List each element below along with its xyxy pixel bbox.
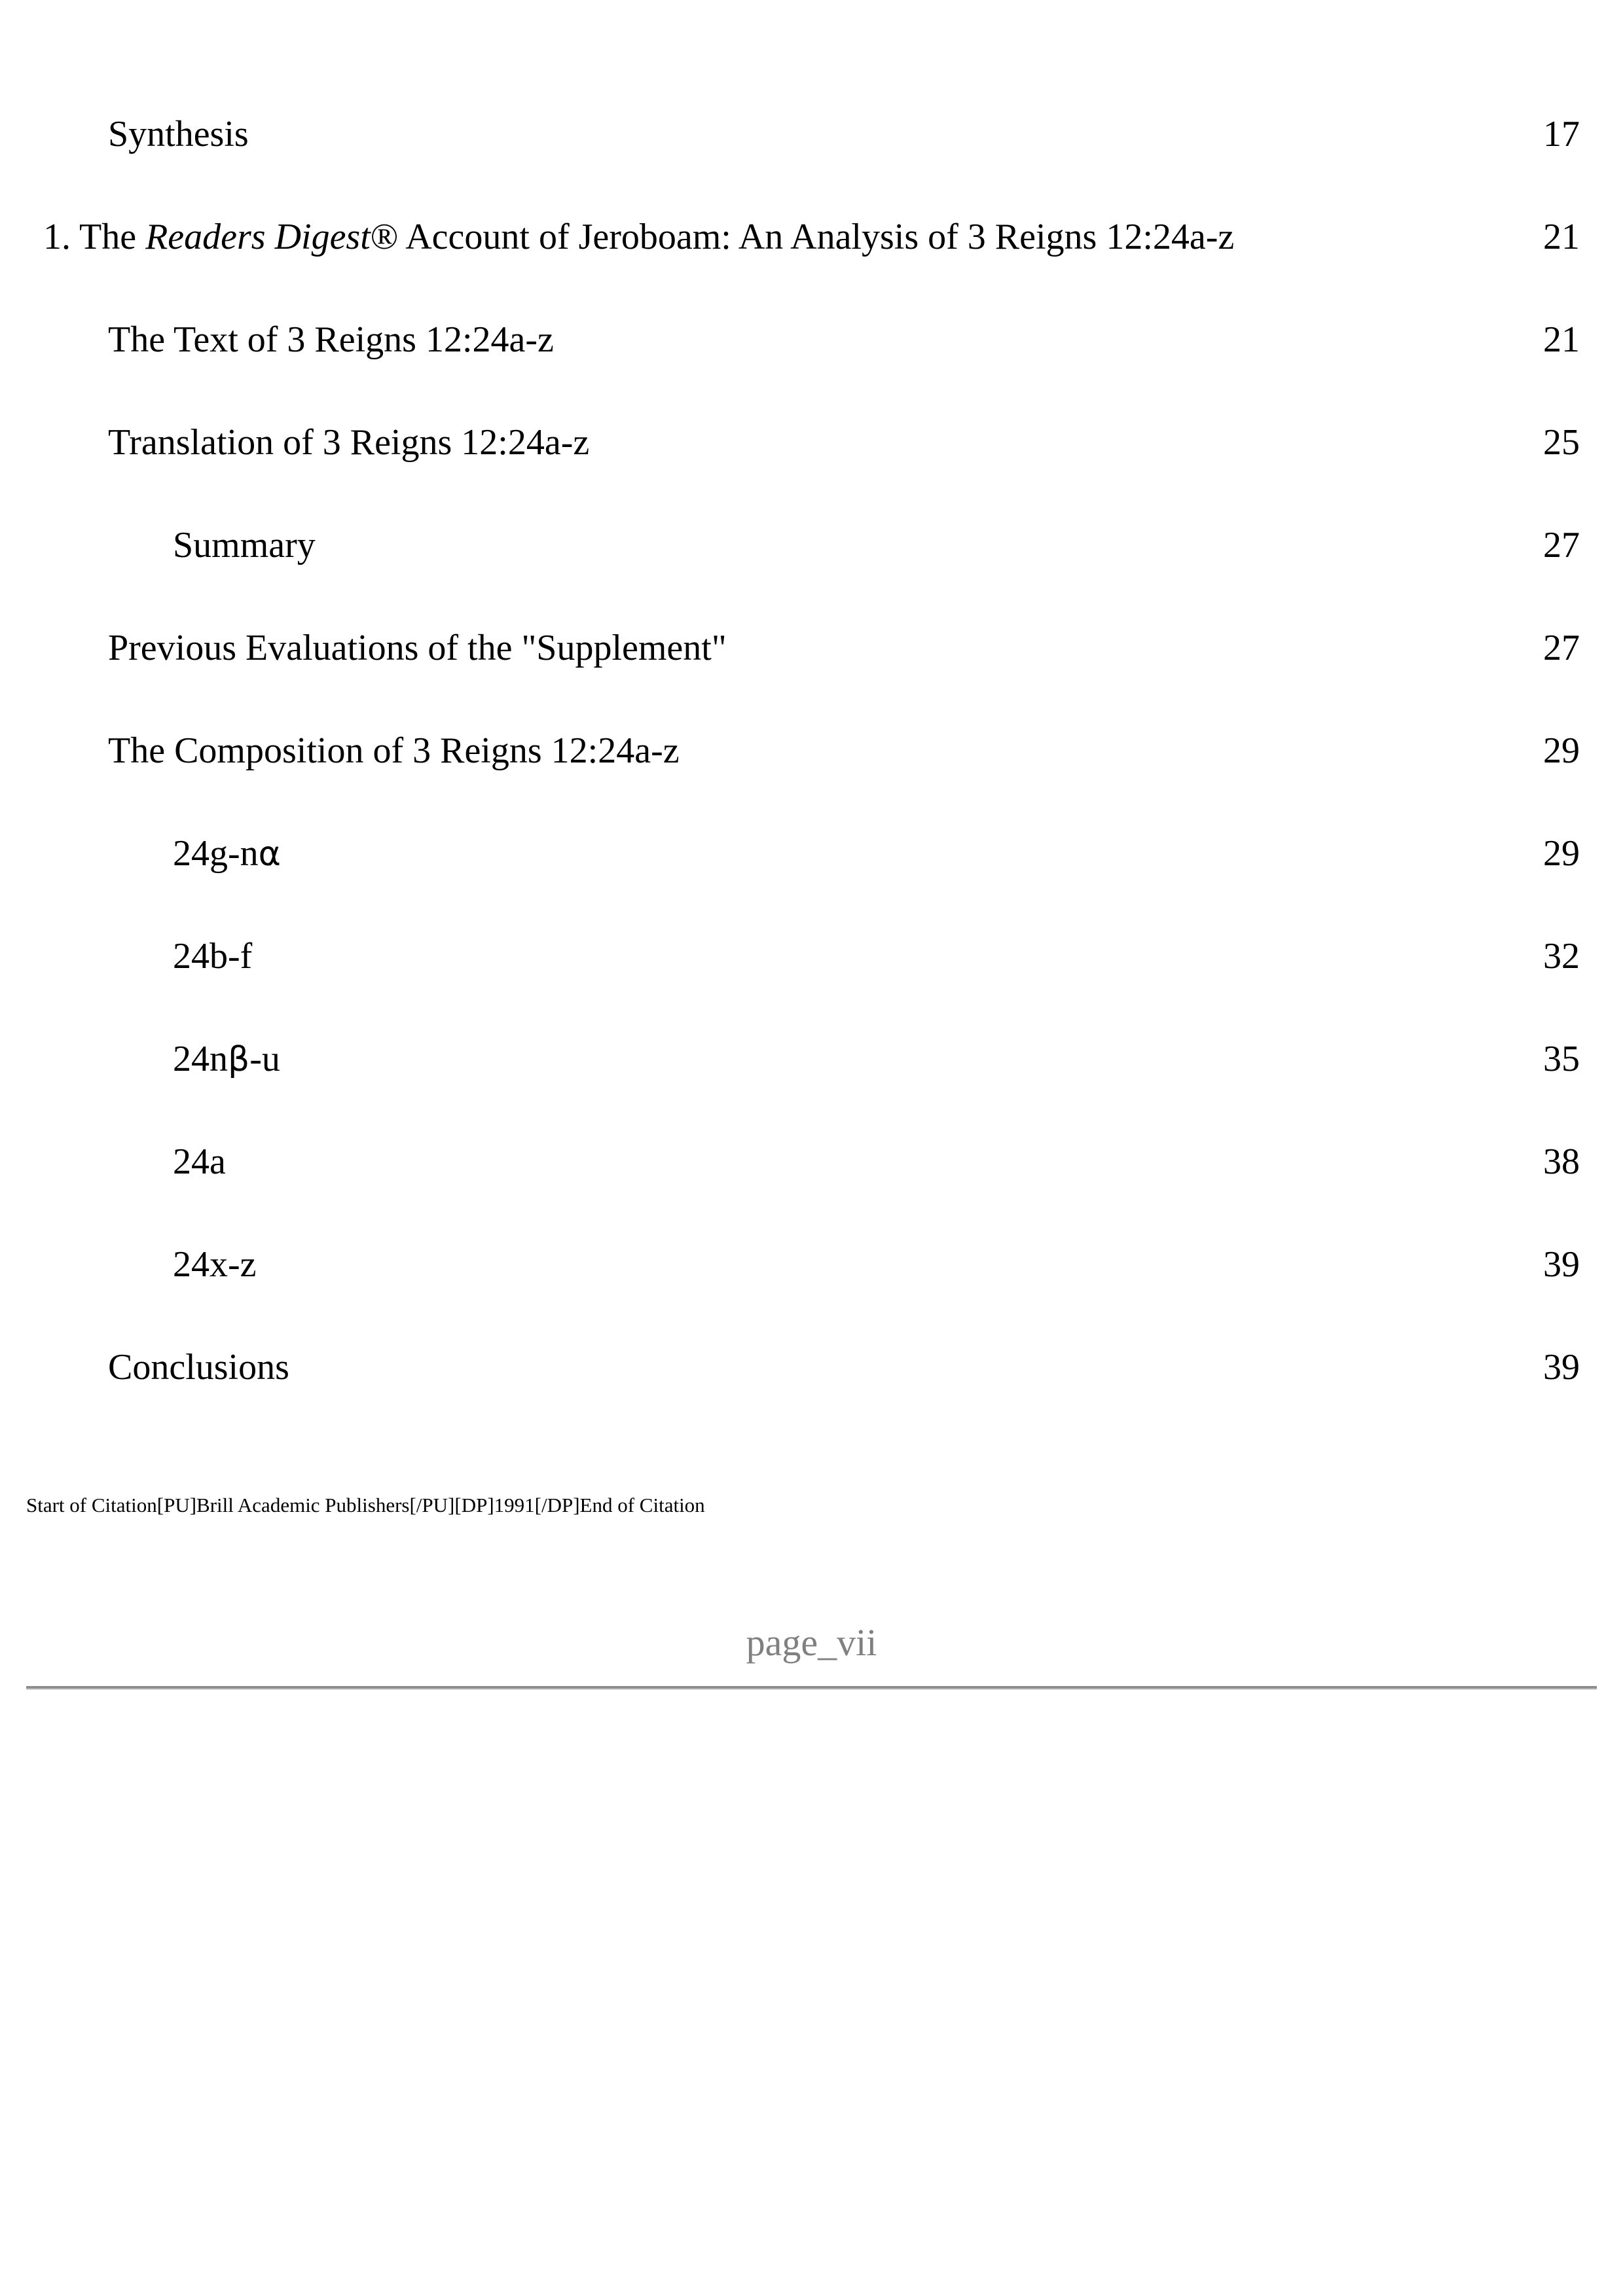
toc-title-greek: β: [228, 1040, 250, 1079]
toc-entry-page: 27: [1543, 628, 1580, 668]
toc-entry-page: 17: [1543, 114, 1580, 154]
page-divider: [26, 1686, 1597, 1690]
toc-entry-page: 25: [1543, 422, 1580, 463]
toc-entry: [0, 927, 1623, 986]
citation-line: Start of Citation[PU]Brill Academic Publishers[/PU][DP]1991[/DP]End of Citation: [26, 1494, 705, 1516]
toc-entry: [0, 413, 1623, 472]
toc-entry-title: 24b-f: [173, 936, 253, 977]
toc-entry: [0, 310, 1623, 369]
page-label: page_vii: [746, 1621, 877, 1664]
toc-entry-title: Translation of 3 Reigns 12:24a-z: [108, 422, 590, 463]
toc-entry-page: 39: [1543, 1244, 1580, 1285]
toc-entry-page: 21: [1543, 217, 1580, 257]
toc-title-suffix: ® Account of Jeroboam: An Analysis of 3 Reigns 12:24a-z: [370, 217, 1235, 257]
toc-title-prefix: 24g-n: [173, 833, 259, 874]
toc-entry: [0, 1132, 1623, 1191]
toc-entry-title: Summary: [173, 525, 316, 565]
toc-entry: [0, 824, 1623, 883]
toc-title-prefix: 1. The: [43, 217, 146, 257]
toc-entry-title: 24a: [173, 1141, 226, 1182]
toc-entry-page: 38: [1543, 1141, 1580, 1182]
toc-entry: [0, 1338, 1623, 1397]
toc-title-prefix: 24n: [173, 1039, 228, 1079]
toc-title-greek: α: [258, 834, 281, 874]
toc-entry-title: Conclusions: [108, 1347, 289, 1388]
toc-entry-title: 24x-z: [173, 1244, 257, 1285]
toc-entry-page: 32: [1543, 936, 1580, 977]
toc-entry: [0, 105, 1623, 164]
toc-entry-title: [173, 1030, 280, 1089]
toc-entry-page: 29: [1543, 833, 1580, 874]
toc-entry: [0, 1235, 1623, 1294]
toc-entry-page: 27: [1543, 525, 1580, 565]
toc-entry-title: Synthesis: [108, 114, 249, 154]
toc-entry-page: 21: [1543, 319, 1580, 360]
toc-entry-title: [43, 207, 1234, 266]
toc-title-italic: Readers Digest: [145, 217, 371, 257]
toc-entry: [0, 619, 1623, 677]
toc-entry-page: 29: [1543, 730, 1580, 771]
toc-title-suffix: -u: [249, 1039, 280, 1079]
toc-entry-chapter: [0, 207, 1623, 266]
toc-entry-page: 35: [1543, 1039, 1580, 1079]
toc-entry: [0, 1030, 1623, 1088]
toc-entry-page: 39: [1543, 1347, 1580, 1388]
toc-entry-title: The Composition of 3 Reigns 12:24a-z: [108, 730, 680, 771]
toc-entry: [0, 721, 1623, 780]
toc-entry-title: The Text of 3 Reigns 12:24a-z: [108, 319, 554, 360]
toc-entry-title: Previous Evaluations of the "Supplement": [108, 628, 727, 668]
toc-entry-title: [173, 824, 281, 884]
toc-entry: [0, 516, 1623, 575]
